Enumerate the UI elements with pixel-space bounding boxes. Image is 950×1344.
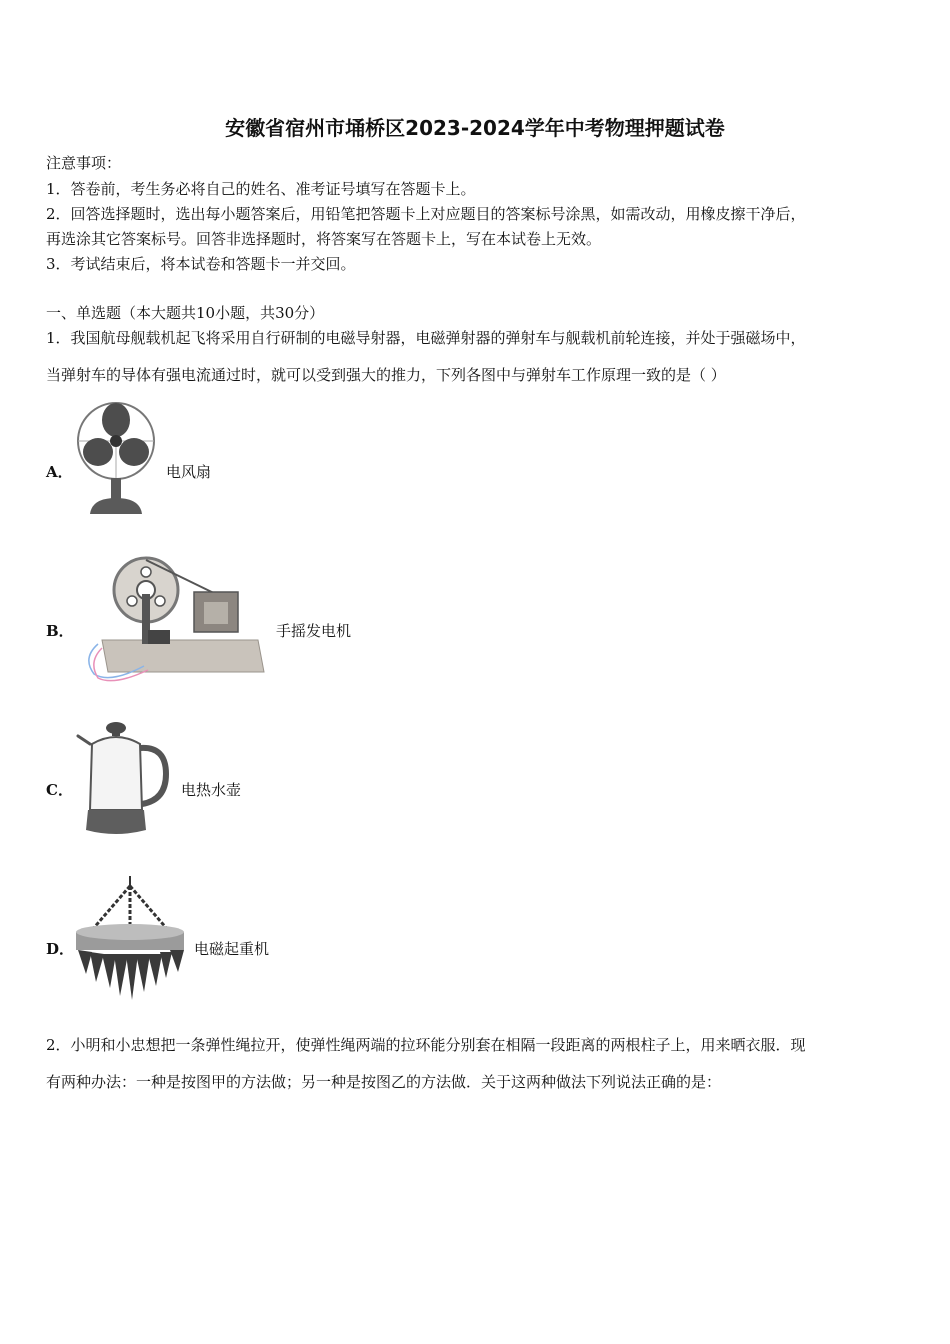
electromagnetic-crane-icon [72, 874, 190, 1006]
question-2-line-2: 有两种办法：一种是按图甲的方法做；另一种是按图乙的方法做．关于这两种做法下列说法正确的是： [46, 1073, 722, 1091]
option-d-letter: D． [46, 940, 75, 958]
question-2-line-1: 2．小明和小忠想把一条弹性绳拉开，使弹性绳两端的拉环能分别套在相隔一段距离的两根柱子上，用来晒衣服．现 [46, 1036, 806, 1054]
question-1-line-1: 1．我国航母舰载机起飞将采用自行研制的电磁导射器，电磁弹射器的弹射车与舰载机前轮连接，并处于强磁场中， [46, 329, 806, 347]
hand-crank-generator-icon [74, 554, 266, 688]
option-c-label: 电热水壶 [181, 781, 242, 799]
notice-item-1: 1．答卷前，考生务必将自己的姓名、准考证号填写在答题卡上。 [46, 180, 476, 198]
option-a-label: 电风扇 [166, 463, 212, 481]
page-title: 安徽省宿州市埇桥区2023-2024学年中考物理押题试卷 [225, 116, 725, 140]
notice-item-2-cont: 再选涂其它答案标号。回答非选择题时，将答案写在答题卡上，写在本试卷上无效。 [46, 230, 602, 248]
section-heading: 一、单选题（本大题共10小题，共30分） [46, 304, 325, 322]
notice-heading: 注意事项： [46, 154, 122, 172]
option-a-letter: A． [46, 463, 73, 481]
question-1-line-2: 当弹射车的导体有强电流通过时，就可以受到强大的推力，下列各图中与弹射车工作原理一致的是（ ） [46, 366, 726, 384]
option-c-letter: C． [46, 781, 73, 799]
electric-fan-icon [76, 398, 158, 522]
notice-item-3: 3．考试结束后，将本试卷和答题卡一并交回。 [46, 255, 356, 273]
option-b-letter: B． [46, 622, 74, 640]
option-b-label: 手摇发电机 [276, 622, 352, 640]
notice-item-2: 2．回答选择题时，选出每小题答案后，用铅笔把答题卡上对应题目的答案标号涂黑，如需改动，用橡皮擦干净后， [46, 205, 806, 223]
option-d-label: 电磁起重机 [194, 940, 270, 958]
electric-kettle-icon [74, 714, 174, 838]
